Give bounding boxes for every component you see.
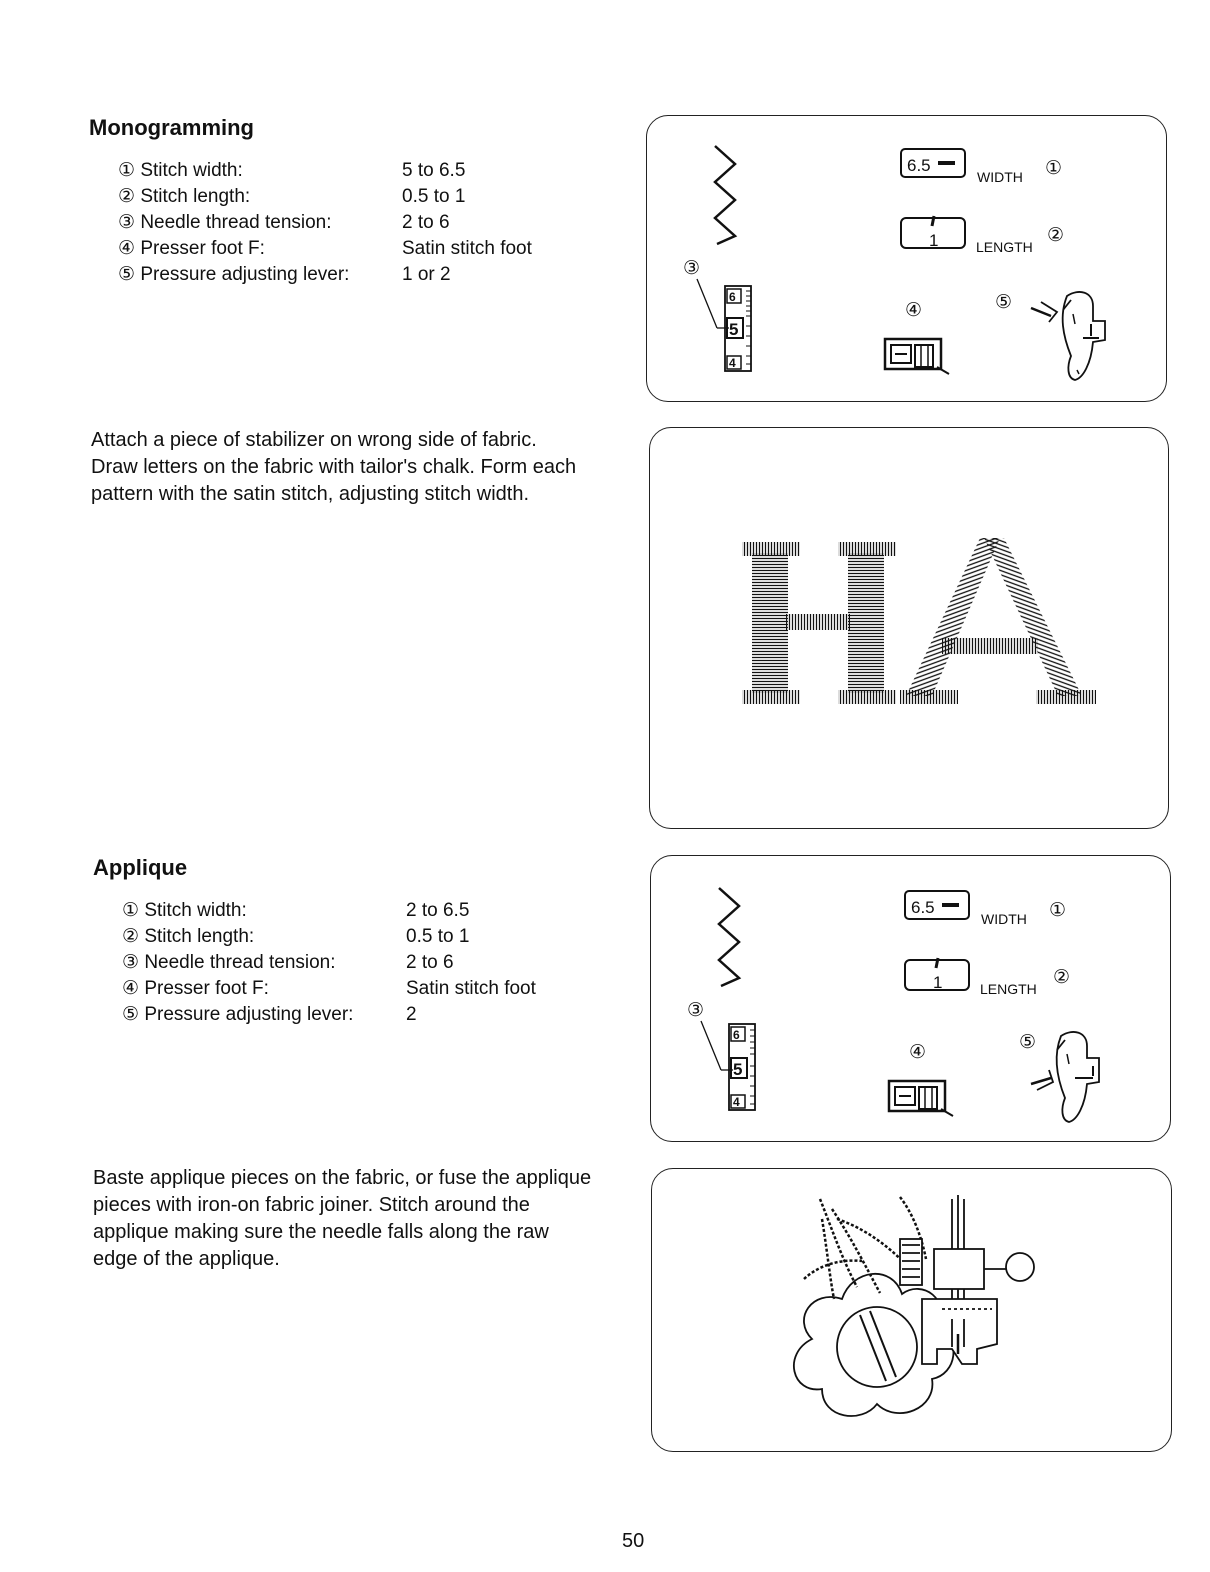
tension-dial-icon	[725, 286, 751, 371]
svg-text:4: 4	[733, 1095, 740, 1109]
length-value: 1	[929, 231, 939, 250]
applique-sewing-illustration	[652, 1169, 1171, 1451]
zigzag-stitch-icon	[719, 888, 739, 986]
pressure-lever-icon	[1031, 292, 1105, 380]
zigzag-stitch-icon	[715, 146, 735, 244]
marker-2: ②	[1053, 967, 1071, 988]
pressure-lever-icon	[1031, 1032, 1099, 1122]
letter-h-stitching	[742, 542, 896, 704]
monogramming-heading: Monogramming	[89, 115, 254, 140]
width-value: 6.5	[907, 156, 931, 175]
length-label: LENGTH	[976, 239, 1033, 255]
svg-text:5: 5	[733, 1060, 743, 1079]
applique-heading: Applique	[93, 855, 188, 880]
svg-text:6: 6	[733, 1028, 740, 1042]
tension-dial-icon	[729, 1024, 755, 1110]
applique-instructions: Baste applique pieces on the fabric, or fuse the applique pieces with iron-on fabric joiner. Stitch around the applique making sure the needle falls along the raw edge of the applique.	[93, 1167, 592, 1270]
monogramming-settings-panel	[646, 115, 1167, 402]
settings-panel-graphic	[651, 856, 1170, 1141]
width-label: WIDTH	[981, 911, 1027, 927]
monogram-sample-panel	[649, 427, 1169, 829]
applique-illustration-panel	[651, 1168, 1172, 1452]
marker-4: ④	[909, 1042, 927, 1063]
letter-a-stitching	[900, 538, 1096, 704]
monogramming-instructions: Attach a piece of stabilizer on wrong side of fabric. Draw letters on the fabric with tailor's chalk. Form each pattern with the satin stitch, adjusting stitch width.	[91, 429, 577, 505]
page-number: 50	[622, 1530, 645, 1552]
width-value: 6.5	[911, 898, 935, 917]
marker-2: ②	[1047, 225, 1065, 246]
length-label: LENGTH	[980, 981, 1037, 997]
svg-text:4: 4	[729, 356, 736, 370]
satin-stitch-letters	[650, 428, 1168, 828]
marker-1: ①	[1049, 900, 1067, 921]
presser-foot-icon	[885, 339, 949, 374]
monogramming-settings: ① Stitch width: 5 to 6.5 ② Stitch length: 0.5 to 1 ③ Needle thread tension: 2 to 6 ④ Presser foot F: Satin stitch foot ⑤ Pressure adjusting lever: 1 or 2	[118, 160, 532, 285]
length-value: 1	[933, 973, 943, 992]
presser-foot-icon	[889, 1081, 953, 1116]
settings-panel-graphic	[647, 116, 1166, 401]
marker-3: ③	[683, 258, 701, 279]
svg-text:6: 6	[729, 290, 736, 304]
presser-foot-and-needle	[900, 1195, 1034, 1364]
width-label: WIDTH	[977, 169, 1023, 185]
svg-text:5: 5	[729, 320, 739, 339]
marker-1: ①	[1045, 158, 1063, 179]
marker-5: ⑤	[1019, 1032, 1037, 1053]
marker-5: ⑤	[995, 292, 1013, 313]
applique-settings: ① Stitch width: 2 to 6.5 ② Stitch length: 0.5 to 1 ③ Needle thread tension: 2 to 6 ④ Presser foot F: Satin stitch foot ⑤ Pressure adjusting lever: 2	[122, 900, 536, 1025]
marker-3: ③	[687, 1000, 705, 1021]
marker-4: ④	[905, 300, 923, 321]
applique-settings-panel	[650, 855, 1171, 1142]
